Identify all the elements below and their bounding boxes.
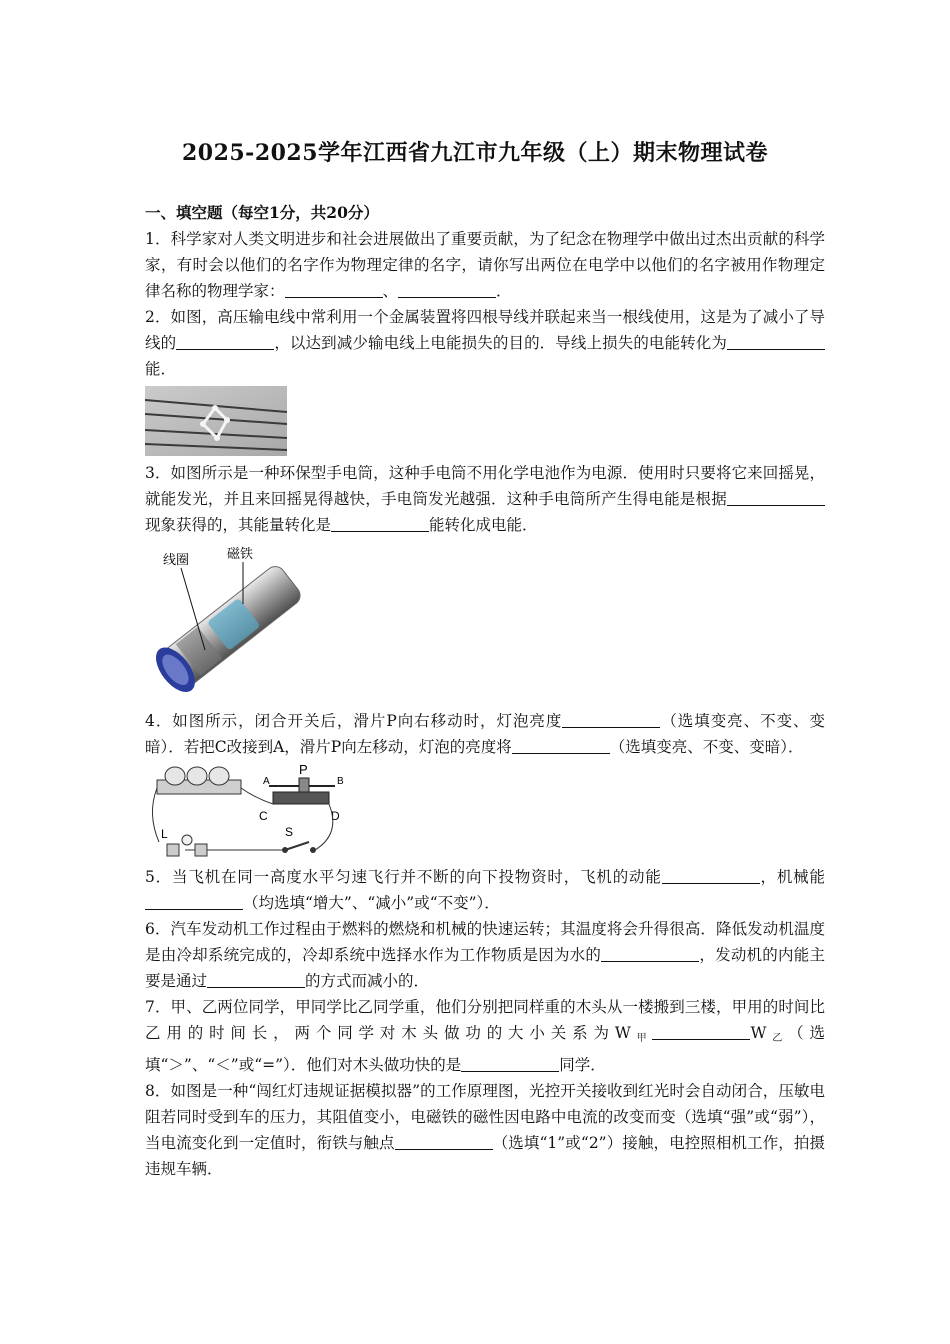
answer-blank[interactable] [398,279,496,298]
question-3: 3．如图所示是一种环保型手电筒，这种手电筒不用化学电池作为电源．使用时只要将它来回摇晃，就能发光，并且来回摇晃得越快，手电筒发光越强．这种手电筒所产生得电能是根据现象获得的，其能量转化是 能转化成电能． [145,464,825,534]
answer-blank[interactable] [395,1131,493,1150]
question-5: 5．当飞机在同一高度水平匀速飞行并不断的向下投物资时，飞机的动能 ，机械能（均选填“增大”、“减小”或“不变”）． [145,864,825,916]
answer-blank[interactable] [727,331,825,350]
exam-content [145,200,825,1182]
label-b: B [337,776,344,787]
question-7: 7．甲、乙两位同学，甲同学比乙同学重，他们分别把同样重的木头从一楼搬到三楼，甲用的时间比乙用的时间长，两个同学对木头做功的大小关系为$W_甲$ $W_乙$（选填“＞”、“＜”或“=”）．他们对木头做功快的是 同学． [145,998,825,1074]
label-d: D [331,809,340,823]
power-line-spacer-figure [145,386,287,456]
answer-blank[interactable] [176,331,274,350]
label-coil: 线圈 [163,552,190,567]
answer-blank[interactable] [461,1053,559,1072]
section-heading: 一、填空题（每空1分，共20分） [145,203,379,222]
answer-blank[interactable] [512,735,610,754]
answer-blank[interactable] [601,943,699,962]
label-c: C [259,809,268,823]
answer-blank[interactable] [727,487,825,506]
label-p: P [299,764,308,777]
answer-blank[interactable] [662,865,760,884]
shake-flashlight-figure [145,546,305,702]
label-magnet: 磁铁 [227,546,254,561]
rheostat-circuit-figure [145,764,345,860]
label-a: A [263,776,270,787]
question-6: 6．汽车发动机工作过程由于燃料的燃烧和机械的快速运转；其温度将会升得很高．降低发动机温度是由冷却系统完成的，冷却系统中选择水作为工作物质是因为水的 ，发动机的内能主要是通过 的方式而减小的． [145,920,825,990]
answer-blank[interactable] [285,279,383,298]
page-title: 2025-2025学年江西省九江市九年级（上）期末物理试卷 [181,140,769,166]
question-2: 2．如图，高压输电线中常利用一个金属装置将四根导线并联起来当一根线使用，这是为了减小了导线的 ，以达到减少输电线上电能损失的目的．导线上损失的电能转化为能． [145,308,825,378]
answer-blank[interactable] [145,891,243,910]
answer-blank[interactable] [207,969,305,988]
label-s: S [285,825,294,839]
answer-blank[interactable] [331,513,429,532]
answer-blank[interactable] [562,709,660,728]
label-l: L [161,827,168,841]
question-4: 4．如图所示，闭合开关后，滑片P向右移动时，灯泡亮度 （选填变亮、不变、变暗）．若把C改接到A，滑片P向左移动，灯泡的亮度将 （选填变亮、不变、变暗）． [145,708,825,760]
question-1: 1．科学家对人类文明进步和社会进展做出了重要贡献，为了纪念在物理学中做出过杰出贡献的科学家，有时会以他们的名字作为物理定律的名字，请你写出两位在电学中以他们的名字被用作物理定律名称的物理学家： 、 ． [145,230,825,300]
question-8: 8．如图是一种“闯红灯违规证据模拟器”的工作原理图，光控开关接收到红光时会自动闭合，压敏电阻若同时受到车的压力，其阻值变小，电磁铁的磁性因电路中电流的改变而变（选填“强”或“弱”），当电流变化到一定值时，衔铁与触点 （选填“1”或“2”）接触，电控照相机工作，拍摄违规车辆． [145,1082,825,1178]
answer-blank[interactable] [652,1021,750,1040]
